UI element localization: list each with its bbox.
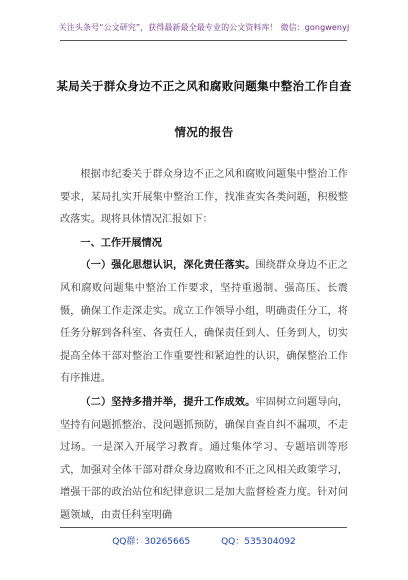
intro-paragraph: 根据市纪委关于群众身边不正之风和腐败问题集中整治工作要求，某局扎实开展集中整治工作，找准查实各类问题，积极整改落实。现将具体情况汇报如下： — [60, 169, 348, 226]
document-title-line2: 情况的报告 — [174, 125, 234, 139]
item2-lead: （二）坚持多措并举，提升工作成效。 — [80, 395, 256, 408]
footer-contact — [0, 534, 408, 547]
qq-group-link[interactable]: QQ群：30265665 — [112, 537, 191, 547]
paragraph-item1 — [60, 254, 348, 391]
document-body — [60, 164, 348, 528]
item1-body: 围绕群众身边不正之风和腐败问题集中整治工作要求，坚持重遏制、强高压、长震慑，确保工作走深走实。成立工作领导小组，明确责任分工，将任务分解到各科室、各责任人，确保责任到人、任务到人，切实提高全体干部对整治工作重要性和紧迫性的认识，确保整治工作有序推进。 — [60, 260, 348, 385]
paragraph-item2 — [60, 391, 348, 528]
item2-body: 牢固树立问题导向，坚持有问题抓整治、没问题抓预防，确保自查自纠不漏项，不走过场。一是深入开展学习教育。通过集体学习、专题培训等形式，加强对全体干部对群众身边腐败和不正之风相关政策学习，增强干部的政治站位和纪律意识二是加大监督检查力度。针对问题领域，由责任科室明确 — [60, 396, 348, 521]
section-heading: 一、工作开展情况 — [80, 236, 162, 249]
promo-header: 关注头条号“公文研究”，获得最新最全最专业的公文资料库！ 微信：gongwenyj — [58, 23, 350, 32]
header-divider — [60, 40, 347, 41]
footer-divider — [60, 527, 347, 528]
document-title-line1: 某局关于群众身边不正之风和腐败问题集中整治工作自查 — [56, 79, 352, 93]
item1-lead: （一）强化思想认识，深化责任落实。 — [80, 259, 256, 272]
qq-contact-link[interactable]: QQ：535304092 — [221, 537, 296, 547]
